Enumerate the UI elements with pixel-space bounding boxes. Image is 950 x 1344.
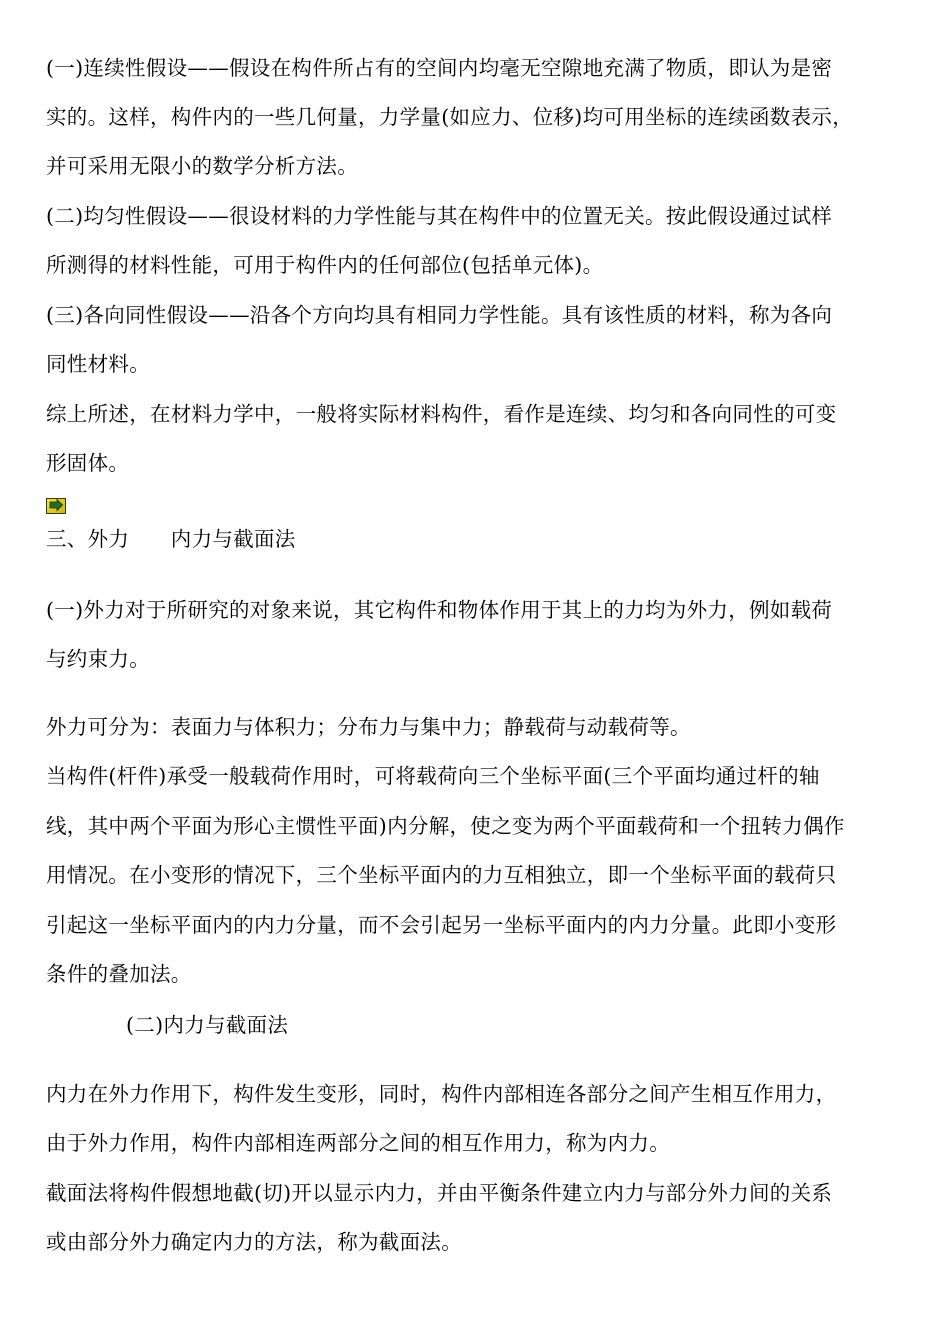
paragraph-line: 条件的叠加法。 [46, 962, 192, 986]
paragraph-line: (一)外力对于所研究的对象来说，其它构件和物体作用于其上的力均为外力，例如载荷 [46, 598, 833, 622]
arrow-link-icon[interactable] [46, 498, 66, 514]
paragraph-line: 内力在外力作用下，构件发生变形，同时，构件内部相连各部分之间产生相互作用力， [46, 1082, 837, 1106]
paragraph-line: (三)各向同性假设——沿各个方向均具有相同力学性能。具有该性质的材料，称为各向 [46, 303, 833, 327]
paragraph-line: 当构件(杆件)承受一般载荷作用时，可将载荷向三个坐标平面(三个平面均通过杆的轴 [46, 764, 820, 788]
paragraph-line: 所测得的材料性能，可用于构件内的任何部位(包括单元体)。 [46, 253, 604, 277]
paragraph-line: 形固体。 [46, 451, 130, 475]
paragraph-line: 与约束力。 [46, 647, 150, 671]
paragraph-line: 由于外力作用，构件内部相连两部分之间的相互作用力，称为内力。 [46, 1131, 670, 1155]
paragraph-line: 线，其中两个平面为形心主惯性平面)内分解，使之变为两个平面载荷和一个扭转力偶作 [46, 814, 845, 838]
paragraph-line: 引起这一坐标平面内的内力分量，而不会引起另一坐标平面内的内力分量。此即小变形 [46, 913, 837, 937]
paragraph-line: 用情况。在小变形的情况下，三个坐标平面内的力互相独立，即一个坐标平面的载荷只 [46, 863, 837, 887]
paragraph-line: 同性材料。 [46, 352, 150, 376]
paragraph-line: (一)连续性假设——假设在构件所占有的空间内均毫无空隙地充满了物质，即认为是密 [46, 56, 833, 80]
paragraph-line: 综上所述，在材料力学中，一般将实际材料构件，看作是连续、均匀和各向同性的可变 [46, 402, 837, 426]
paragraph-line: (二)均匀性假设——很设材料的力学性能与其在构件中的位置无关。按此假设通过试样 [46, 204, 833, 228]
paragraph-line: 实的。这样，构件内的一些几何量，力学量(如应力、位移)均可用坐标的连续函数表示， [46, 105, 853, 129]
section-heading: 三、外力 内力与截面法 [46, 527, 296, 551]
paragraph-line: 截面法将构件假想地截(切)开以显示内力，并由平衡条件建立内力与部分外力间的关系 [46, 1181, 833, 1205]
paragraph-line: 外力可分为：表面力与体积力；分布力与集中力；静载荷与动载荷等。 [46, 715, 691, 739]
paragraph-line: 或由部分外力确定内力的方法，称为截面法。 [46, 1230, 462, 1254]
subsection-heading: (二)内力与截面法 [126, 1013, 289, 1037]
paragraph-line: 并可采用无限小的数学分析方法。 [46, 154, 358, 178]
